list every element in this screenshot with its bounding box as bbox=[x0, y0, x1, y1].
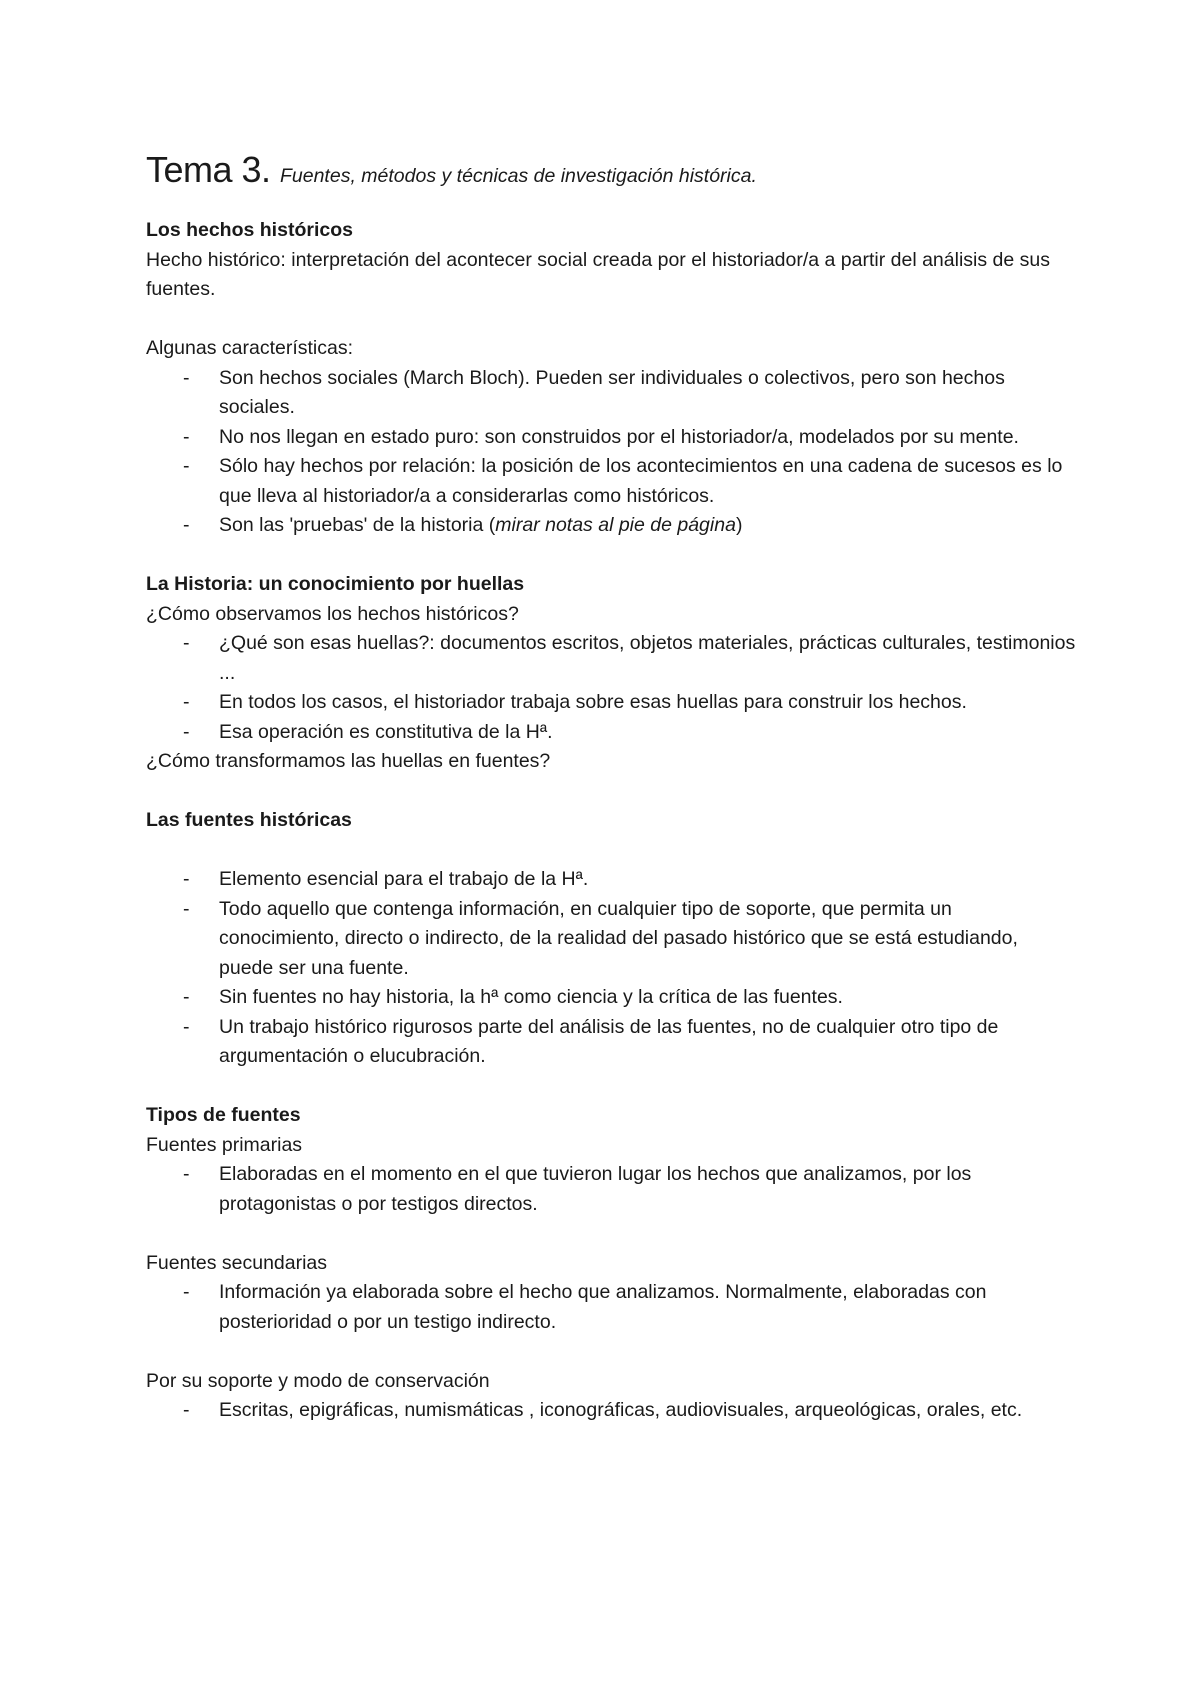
list-item: - Elaboradas en el momento en el que tuvieron lugar los hechos que analizamos, por los protagonistas o por testigos directos. bbox=[146, 1160, 1076, 1219]
huellas-question-1: ¿Cómo observamos los hechos históricos? bbox=[146, 602, 519, 625]
footnote-hint: mirar notas al pie de página bbox=[495, 514, 736, 536]
document-page bbox=[146, 148, 1076, 1426]
section-heading-fuentes: Las fuentes históricas bbox=[146, 809, 352, 831]
dash-bullet: - bbox=[183, 986, 190, 1008]
list-item: - Escritas, epigráficas, numismáticas , iconográficas, audiovisuales, arqueológicas, orales, etc. bbox=[146, 1396, 1076, 1426]
huellas-question-2: ¿Cómo transformamos las huellas en fuentes? bbox=[146, 750, 551, 772]
dash-bullet: - bbox=[183, 514, 190, 536]
dash-bullet: - bbox=[183, 1163, 190, 1185]
section-heading-tipos: Tipos de fuentes bbox=[146, 1104, 301, 1126]
list-item: - ¿Qué son esas huellas?: documentos escritos, objetos materiales, prácticas culturales, testimonios ... bbox=[146, 629, 1076, 688]
dash-bullet: - bbox=[183, 425, 190, 448]
huellas-list bbox=[146, 629, 1076, 747]
title-subtitle: Fuentes, métodos y técnicas de investigación histórica. bbox=[279, 165, 757, 187]
dash-bullet: - bbox=[183, 897, 190, 920]
fuentes-list bbox=[146, 865, 1076, 1072]
primarias-label: Fuentes primarias bbox=[146, 1133, 303, 1156]
list-item: - Esa operación es constitutiva de la Hª. bbox=[146, 718, 1076, 748]
dash-bullet: - bbox=[183, 1015, 190, 1038]
secundarias-label: Fuentes secundarias bbox=[146, 1251, 328, 1274]
list-item: - Son hechos sociales (March Bloch). Pueden ser individuales o colectivos, pero son hechos sociales. bbox=[146, 364, 1076, 423]
hecho-definition: Hecho histórico: interpretación del acontecer social creada por el historiador/a a partir del análisis de sus fuentes. bbox=[146, 248, 1050, 300]
list-item: - Un trabajo histórico rigurosos parte del análisis de las fuentes, no de cualquier otro tipo de argumentación o elucubración. bbox=[146, 1013, 1076, 1072]
secundarias-list bbox=[146, 1278, 1076, 1337]
section-heading-huellas: La Historia: un conocimiento por huellas bbox=[146, 573, 525, 595]
list-item: - Elemento esencial para el trabajo de la Hª. bbox=[146, 865, 1076, 895]
dash-bullet: - bbox=[183, 632, 190, 654]
title-main: Tema 3. bbox=[146, 149, 271, 190]
list-item: - No nos llegan en estado puro: son construidos por el historiador/a, modelados por su mente. bbox=[146, 423, 1076, 453]
dash-bullet: - bbox=[183, 1399, 190, 1421]
list-item: - En todos los casos, el historiador trabaja sobre esas huellas para construir los hechos. bbox=[146, 688, 1076, 718]
soporte-list bbox=[146, 1396, 1076, 1426]
caracteristicas-intro: Algunas características: bbox=[146, 337, 354, 359]
section-heading-hechos: Los hechos históricos bbox=[146, 219, 353, 241]
list-item: - Sin fuentes no hay historia, la hª como ciencia y la crítica de las fuentes. bbox=[146, 983, 1076, 1013]
document-title bbox=[146, 148, 1076, 198]
list-item: - Sólo hay hechos por relación: la posición de los acontecimientos en una cadena de sucesos es lo que lleva al historiador/a a considerarlas como históricos. bbox=[146, 452, 1076, 511]
soporte-label: Por su soporte y modo de conservación bbox=[146, 1369, 490, 1392]
dash-bullet: - bbox=[183, 1281, 190, 1303]
dash-bullet: - bbox=[183, 455, 190, 477]
dash-bullet: - bbox=[183, 366, 190, 389]
list-item: - Son las 'pruebas' de la historia (mirar notas al pie de página) bbox=[146, 511, 1076, 541]
caracteristicas-list bbox=[146, 364, 1076, 541]
primarias-list bbox=[146, 1160, 1076, 1219]
dash-bullet: - bbox=[183, 868, 190, 890]
dash-bullet: - bbox=[183, 720, 190, 743]
list-item: - Todo aquello que contenga información, en cualquier tipo de soporte, que permita un conocimiento, directo o indirecto, de la realidad del pasado histórico que se está estudiando, puede ser una fuente. bbox=[146, 895, 1076, 984]
list-item: - Información ya elaborada sobre el hecho que analizamos. Normalmente, elaboradas con posterioridad o por un testigo indirecto. bbox=[146, 1278, 1076, 1337]
dash-bullet: - bbox=[183, 691, 190, 713]
